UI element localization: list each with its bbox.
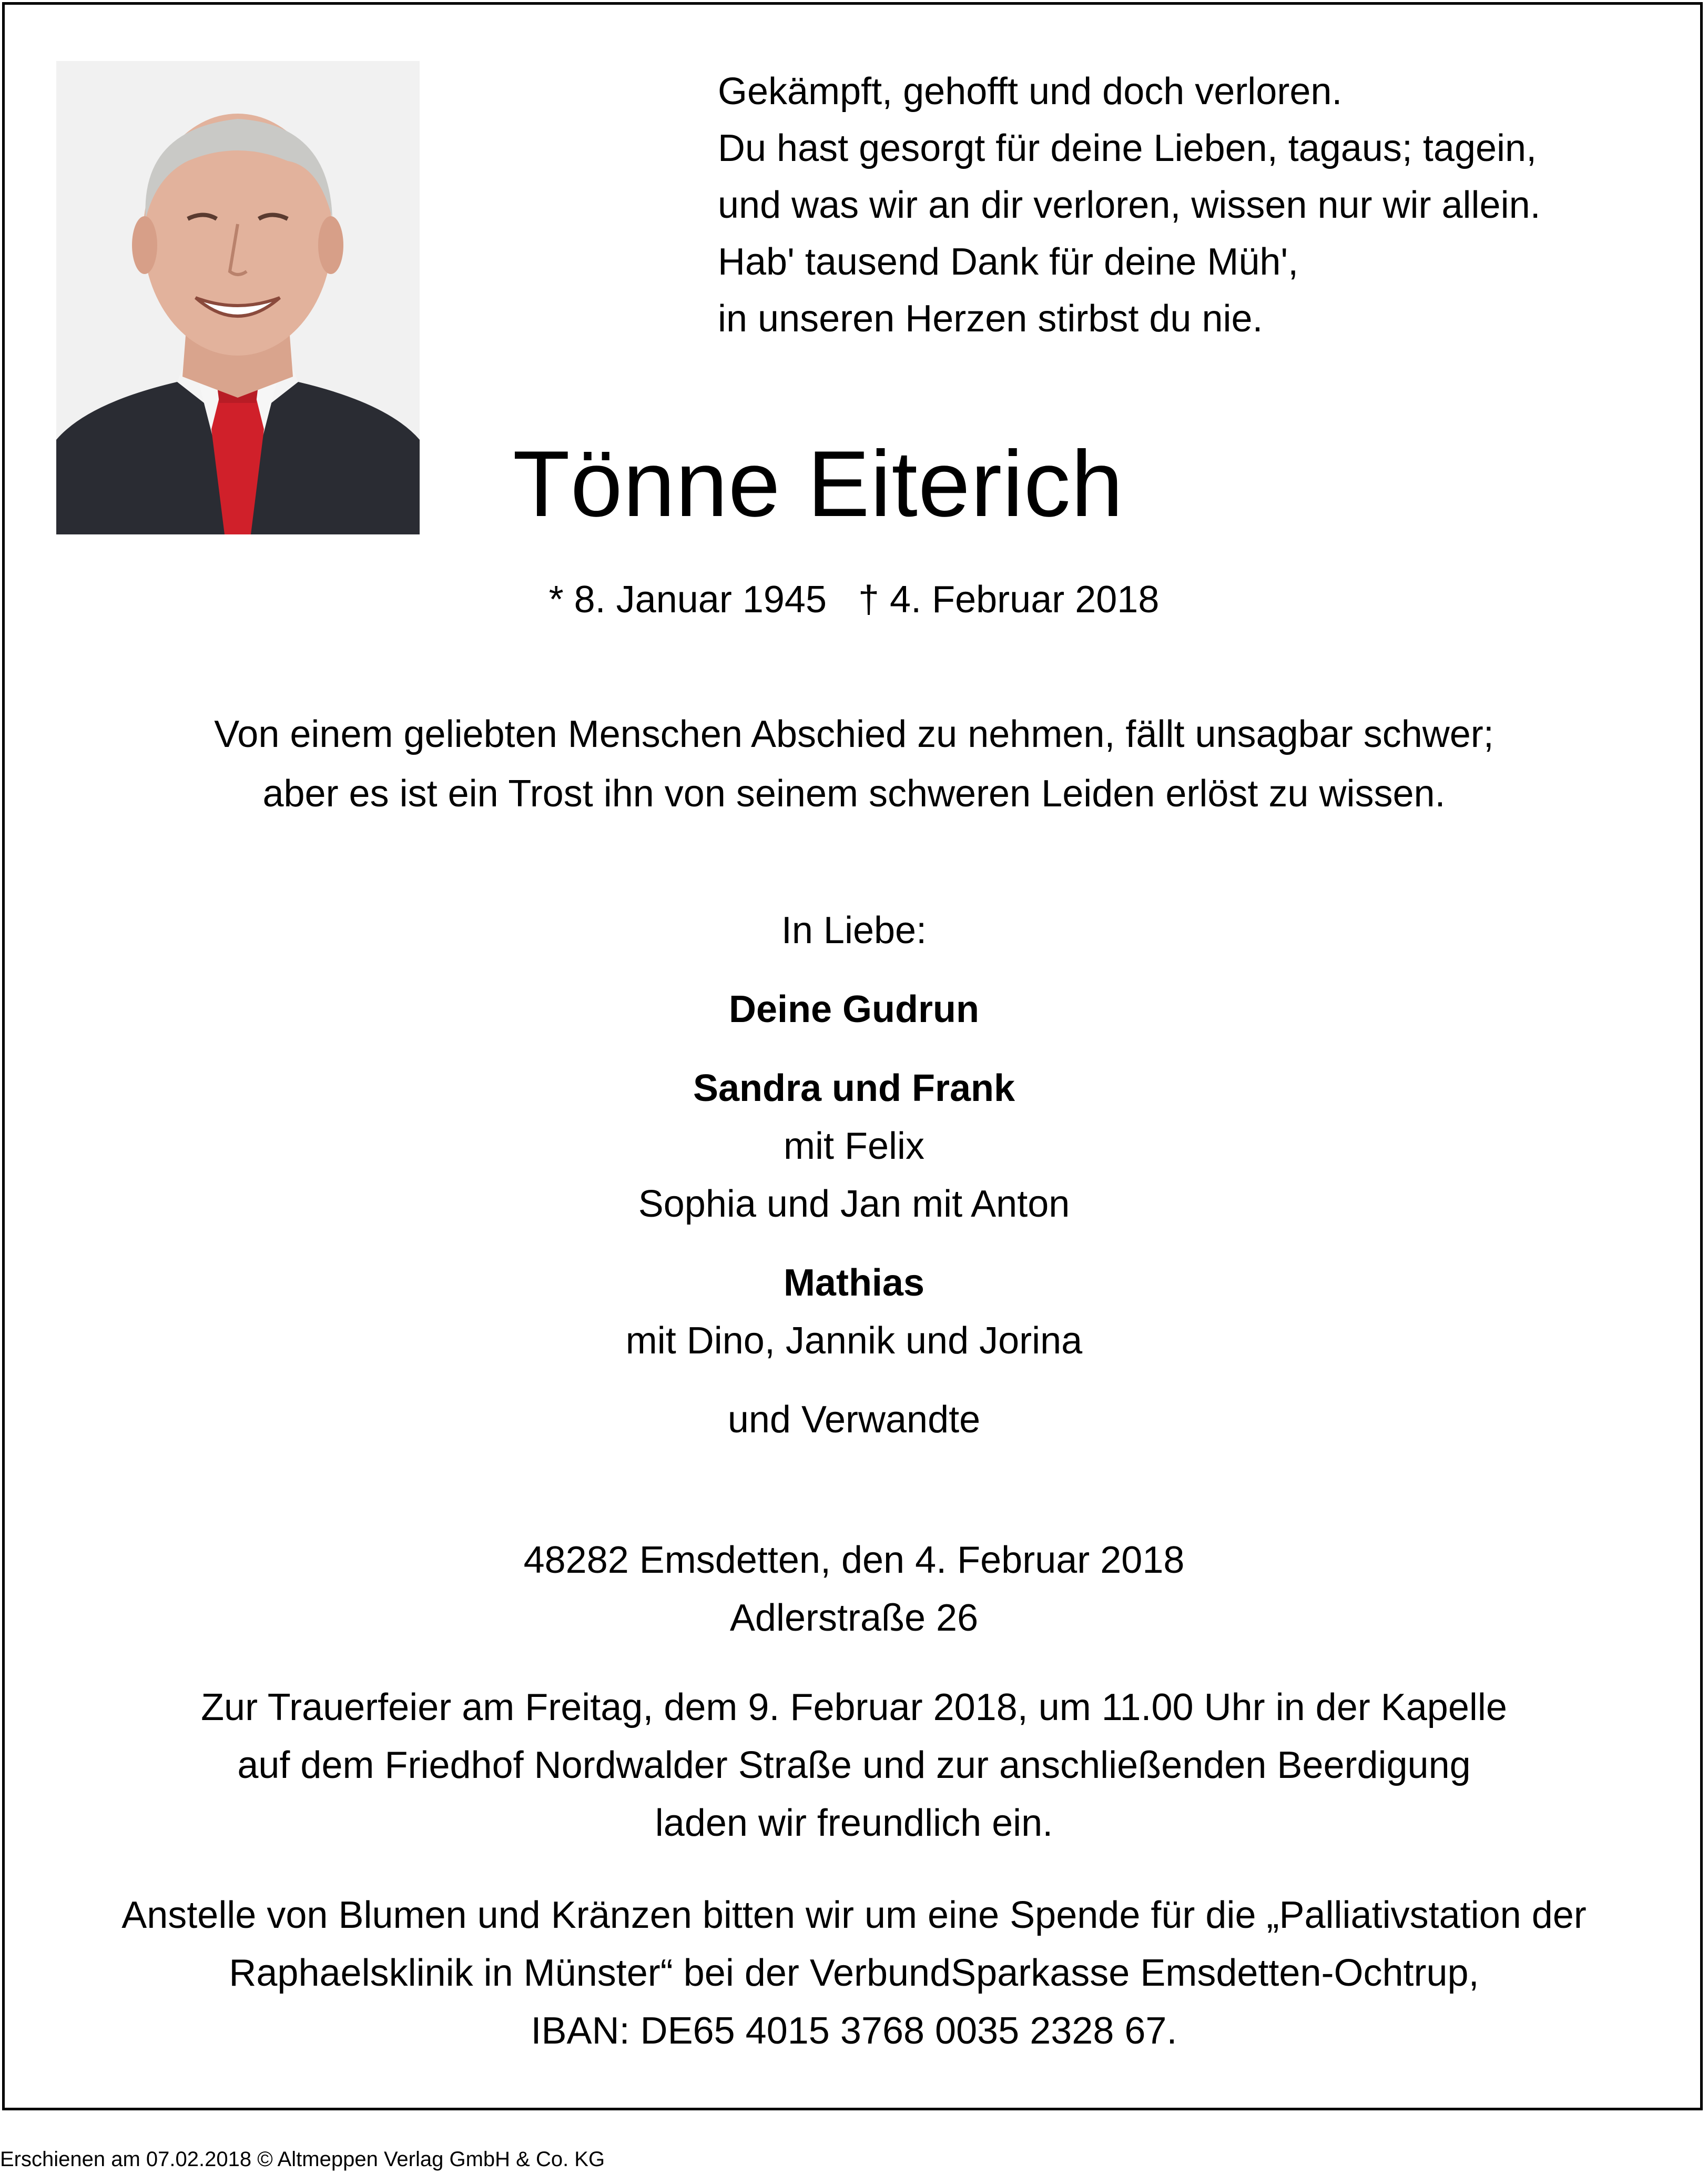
- poem-line: und was wir an dir verloren, wissen nur wir allein.: [718, 184, 1541, 226]
- life-dates: * 8. Januar 1945 † 4. Februar 2018: [548, 579, 1160, 621]
- deceased-name: Tönne Eiterich: [513, 431, 1124, 536]
- farewell-line: aber es ist ein Trost ihn von seinem schweren Leiden erlöst zu wissen.: [262, 773, 1446, 815]
- mourners-intro: In Liebe:: [781, 909, 927, 952]
- donation-line: Raphaelsklinik in Münster“ bei der VerbundSparkasse Emsdetten-Ochtrup,: [229, 1952, 1479, 1994]
- poem-line: Du hast gesorgt für deine Lieben, tagaus; tagein,: [718, 127, 1537, 169]
- portrait-illustration: [56, 61, 420, 534]
- address-street: Adlerstraße 26: [729, 1597, 979, 1639]
- mourner-child: Mathias: [783, 1262, 925, 1304]
- mourner-spouse: Deine Gudrun: [728, 988, 979, 1030]
- donation-line: Anstelle von Blumen und Kränzen bitten wir um eine Spende für die „Palliativstation der: [121, 1894, 1587, 1936]
- mourner-child: Sandra und Frank: [693, 1067, 1015, 1109]
- portrait-photo: [56, 61, 420, 534]
- service-line: laden wir freundlich ein.: [655, 1802, 1053, 1844]
- mourner-relatives: und Verwandte: [727, 1399, 981, 1441]
- service-line: auf dem Friedhof Nordwalder Straße und zur anschließenden Beerdigung: [237, 1744, 1471, 1786]
- publication-footer: Erschienen am 07.02.2018 © Altmeppen Verlag GmbH & Co. KG: [0, 2148, 605, 2171]
- mourner-family-line: mit Felix: [784, 1125, 924, 1167]
- mourner-family-line: Sophia und Jan mit Anton: [638, 1183, 1070, 1225]
- donation-line: IBAN: DE65 4015 3768 0035 2328 67.: [531, 2010, 1177, 2052]
- poem-line: Hab' tausend Dank für deine Müh',: [718, 241, 1299, 283]
- farewell-line: Von einem geliebten Menschen Abschied zu nehmen, fällt unsagbar schwer;: [214, 713, 1494, 755]
- poem-line: in unseren Herzen stirbst du nie.: [718, 298, 1263, 340]
- mourner-family-line: mit Dino, Jannik und Jorina: [625, 1320, 1083, 1362]
- poem-line: Gekämpft, gehofft und doch verloren.: [718, 70, 1343, 113]
- address-place-date: 48282 Emsdetten, den 4. Februar 2018: [523, 1539, 1185, 1581]
- service-line: Zur Trauerfeier am Freitag, dem 9. Februar 2018, um 11.00 Uhr in der Kapelle: [201, 1686, 1507, 1728]
- poem-block: [718, 63, 1664, 347]
